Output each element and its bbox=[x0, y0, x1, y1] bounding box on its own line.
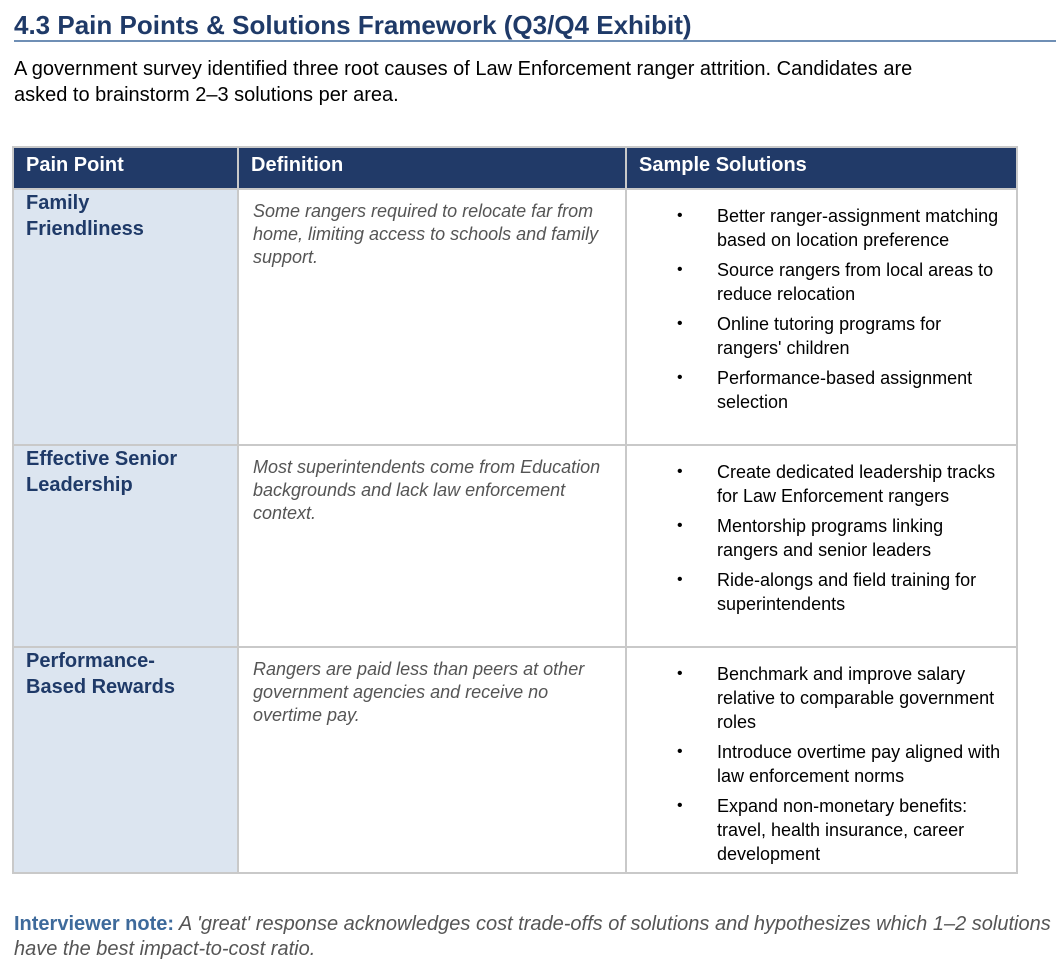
bullet-icon: • bbox=[677, 463, 683, 480]
solution-text: Better ranger-assignment matching based on location preference bbox=[717, 206, 999, 250]
solution-text: Expand non-monetary benefits: travel, health insurance, career development bbox=[717, 796, 968, 864]
table-row bbox=[13, 445, 1017, 647]
solution-text: Ride-alongs and field training for superintendents bbox=[717, 570, 977, 614]
solution-text: Mentorship programs linking rangers and senior leaders bbox=[717, 516, 944, 560]
pain-point-label: Friendliness bbox=[26, 218, 144, 240]
list-item bbox=[627, 366, 1004, 414]
pain-point-label: Performance- bbox=[26, 650, 155, 672]
solution-text: Create dedicated leadership tracks for Law Enforcement rangers bbox=[717, 462, 996, 506]
definition-cell: Some rangers required to relocate far from home, limiting access to schools and family support. bbox=[238, 189, 626, 445]
bullet-icon: • bbox=[677, 743, 683, 760]
solution-text: Online tutoring programs for rangers' children bbox=[717, 314, 942, 358]
bullet-icon: • bbox=[677, 665, 683, 682]
list-item bbox=[627, 568, 1004, 616]
table-row bbox=[13, 647, 1017, 873]
note-text: A 'great' response acknowledges cost trade-offs of solutions and hypothesizes which 1–2 solutions have the best impact-to-cost ratio. bbox=[14, 913, 1051, 960]
list-item bbox=[627, 794, 1004, 866]
intro-paragraph bbox=[14, 56, 1056, 108]
interviewer-note bbox=[14, 912, 1054, 962]
list-item bbox=[627, 204, 1004, 252]
bullet-icon: • bbox=[677, 797, 683, 814]
section-heading bbox=[14, 6, 1056, 42]
header-pain-point: Pain Point bbox=[13, 147, 238, 189]
header-sample-solutions: Sample Solutions bbox=[626, 147, 1017, 189]
solutions-list bbox=[627, 662, 1004, 866]
pain-point-label: Leadership bbox=[26, 474, 133, 496]
list-item bbox=[627, 312, 1004, 360]
solutions-cell bbox=[626, 189, 1017, 445]
pain-point-cell bbox=[13, 189, 238, 445]
pain-points-table bbox=[12, 146, 1018, 874]
pain-point-label: Based Rewards bbox=[26, 676, 175, 698]
list-item bbox=[627, 662, 1004, 734]
bullet-icon: • bbox=[677, 517, 683, 534]
list-item bbox=[627, 460, 1004, 508]
bullet-icon: • bbox=[677, 571, 683, 588]
solutions-cell bbox=[626, 647, 1017, 873]
bullet-icon: • bbox=[677, 261, 683, 278]
solutions-cell bbox=[626, 445, 1017, 647]
definition-cell: Most superintendents come from Education backgrounds and lack law enforcement context. bbox=[238, 445, 626, 647]
solution-text: Introduce overtime pay aligned with law enforcement norms bbox=[717, 742, 1001, 786]
list-item bbox=[627, 258, 1004, 306]
header-definition: Definition bbox=[238, 147, 626, 189]
solution-text: Source rangers from local areas to reduce relocation bbox=[717, 260, 994, 304]
section-title: 4.3 Pain Points & Solutions Framework (Q3/Q4 Exhibit) bbox=[14, 10, 692, 40]
pain-point-cell bbox=[13, 445, 238, 647]
intro-line-1: A government survey identified three root causes of Law Enforcement ranger attrition. Candidates are bbox=[14, 58, 913, 80]
list-item bbox=[627, 740, 1004, 788]
solutions-list bbox=[627, 460, 1004, 616]
note-label: Interviewer note: bbox=[14, 913, 175, 935]
solutions-list bbox=[627, 204, 1004, 414]
list-item bbox=[627, 514, 1004, 562]
bullet-icon: • bbox=[677, 369, 683, 386]
table-row bbox=[13, 189, 1017, 445]
table-header-row bbox=[13, 147, 1017, 189]
solution-text: Benchmark and improve salary relative to comparable government roles bbox=[717, 664, 995, 732]
solution-text: Performance-based assignment selection bbox=[717, 368, 973, 412]
pain-point-cell bbox=[13, 647, 238, 873]
bullet-icon: • bbox=[677, 207, 683, 224]
pain-point-label: Family bbox=[26, 192, 90, 214]
pain-point-label: Effective Senior bbox=[26, 448, 178, 470]
intro-line-2: asked to brainstorm 2–3 solutions per area. bbox=[14, 84, 399, 106]
definition-cell: Rangers are paid less than peers at other government agencies and receive no overtime pay. bbox=[238, 647, 626, 873]
bullet-icon: • bbox=[677, 315, 683, 332]
